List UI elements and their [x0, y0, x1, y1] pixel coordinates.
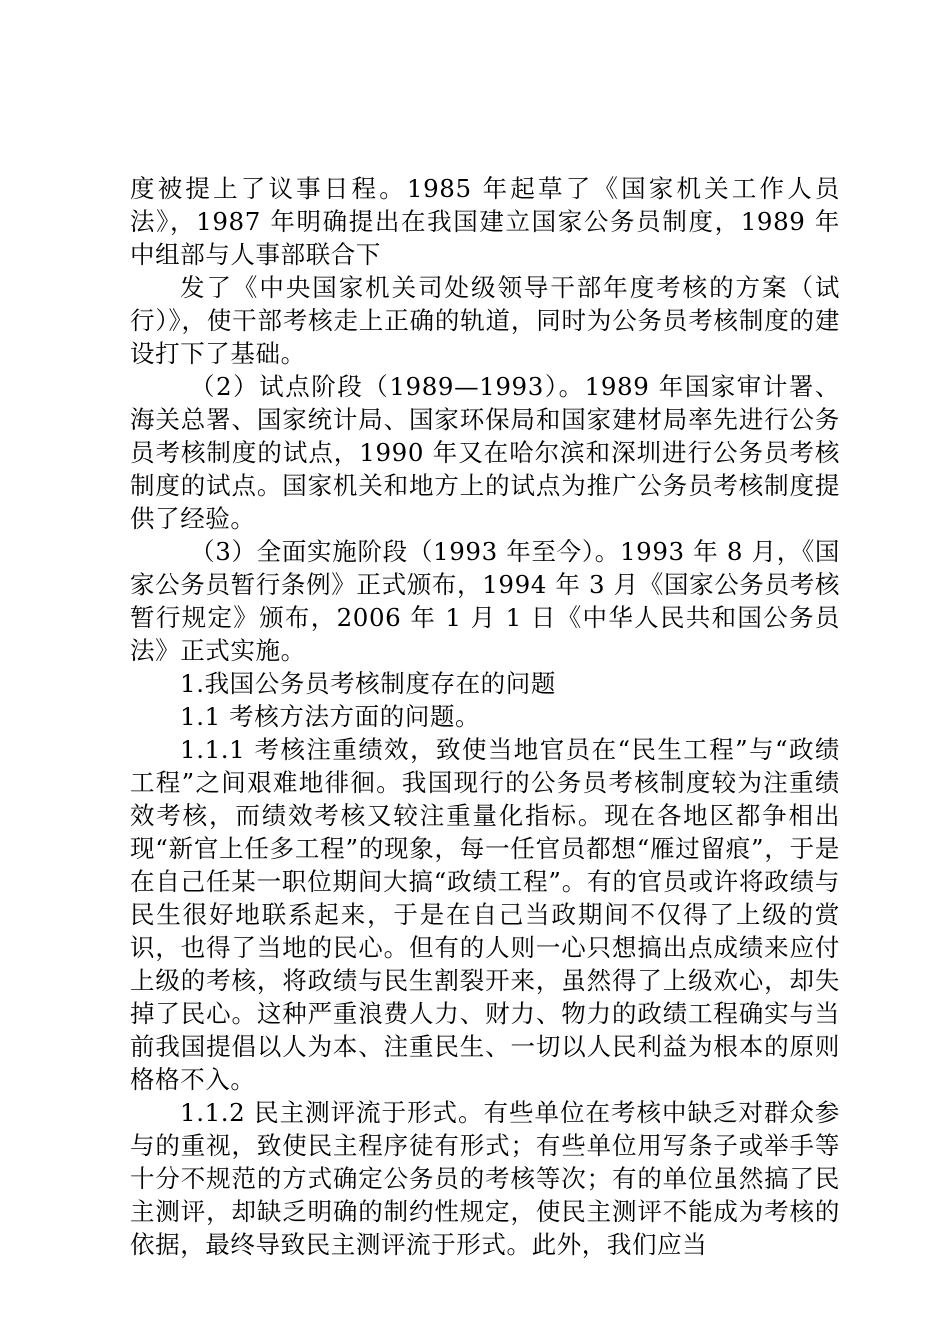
paragraph-democratic-evaluation: 1.1.2 民主测评流于形式。有些单位在考核中缺乏对群众参与的重视，致使民主程序徒有形式；有些单位用写条子或举手等十分不规范的方式确定公务员的考核等次；有的单位虽然搞了民主测评，却缺乏明确的制约性规定，使民主测评不能成为考核的依据，最终导致民主测评流于形式。此外，我们应当	[130, 1098, 840, 1259]
subsection-heading-methods: 1.1 考核方法方面的问题。	[180, 702, 481, 731]
section-heading-problems: 1.我国公务员考核制度存在的问题	[180, 669, 556, 698]
document-body	[130, 172, 840, 1261]
paragraph-continuation: 度被提上了议事日程。1985 年起草了《国家机关工作人员法》，1987 年明确提出在我国建立国家公务员制度，1989 年中组部与人事部联合下	[130, 174, 840, 269]
paragraph-full-implementation: （3）全面实施阶段（1993 年至今）。1993 年 8 月，《国家公务员暂行条例》正式颁布，1994 年 3 月《国家公务员考核暂行规定》颁布，2006 年 1 月 1 日《中华人民共和国公务员法》正式实施。	[130, 537, 840, 665]
paragraph-pilot-stage: （2）试点阶段（1989—1993）。1989 年国家审计署、海关总署、国家统计局、国家环保局和国家建材局率先进行公务员考核制度的试点，1990 年又在哈尔滨和深圳进行公务员考核制度的试点。国家机关和地方上的试点为推广公务员考核制度提供了经验。	[130, 372, 840, 533]
paragraph-announcement: 发了《中央国家机关司处级领导干部年度考核的方案（试行）》，使干部考核走上正确的轨道，同时为公务员考核制度的建设打下了基础。	[130, 273, 840, 368]
paragraph-performance-focus: 1.1.1 考核注重绩效，致使当地官员在“民生工程”与“政绩工程”之间艰难地徘徊。我国现行的公务员考核制度较为注重绩效考核，而绩效考核又较注重量化指标。现在各地区都争相出现“新官上任多工程”的现象，每一任官员都想“雁过留痕”，于是在自己任某一职位期间大搞“政绩工程”。有的官员或许将政绩与民生很好地联系起来，于是在自己当政期间不仅得了上级的赏识，也得了当地的民心。但有的人则一心只想搞出点成绩来应付上级的考核，将政绩与民生割裂开来，虽然得了上级欢心，却失掉了民心。这种严重浪费人力、财力、物力的政绩工程确实与当前我国提倡以人为本、注重民生、一切以人民利益为根本的原则格格不入。	[130, 735, 840, 1094]
